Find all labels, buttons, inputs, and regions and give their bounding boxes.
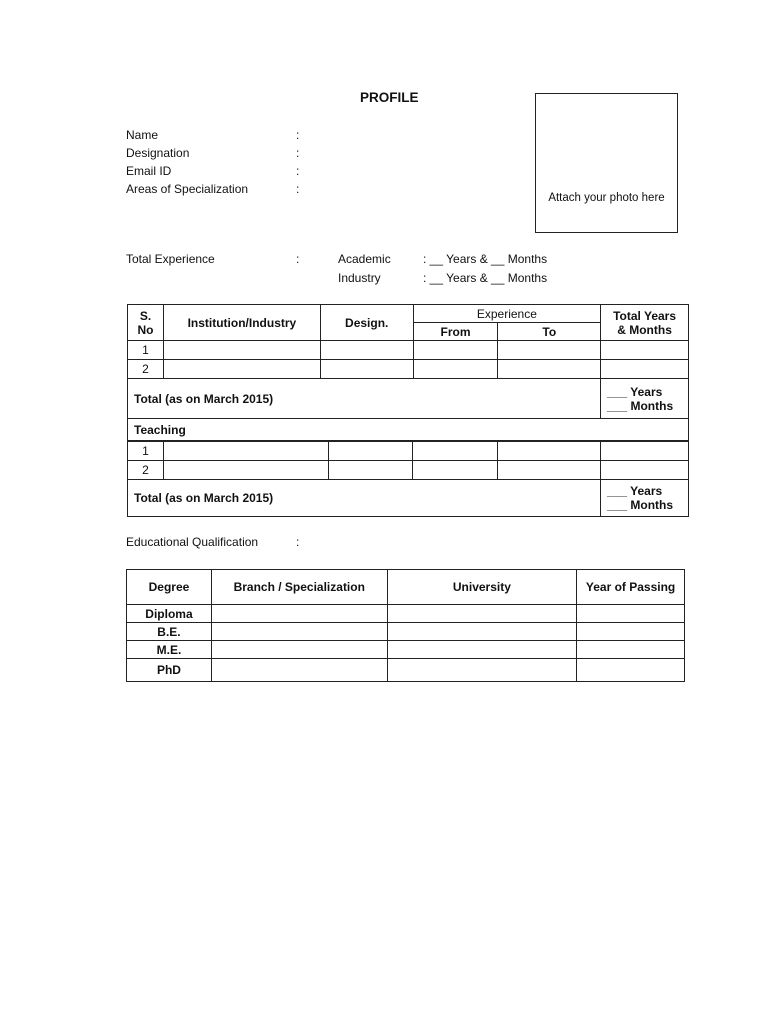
total-cell[interactable] — [601, 360, 689, 379]
table-row — [127, 605, 685, 623]
industry-value: : __ Years & __ Months — [423, 271, 548, 285]
from-cell[interactable] — [413, 461, 498, 480]
photo-caption: Attach your photo here — [548, 192, 665, 204]
to-cell[interactable] — [498, 461, 601, 480]
year-cell[interactable] — [577, 605, 685, 623]
teaching-section-label: Teaching — [128, 419, 689, 441]
institution-cell[interactable] — [163, 461, 328, 480]
total-cell[interactable] — [601, 461, 689, 480]
photo-placeholder[interactable] — [535, 93, 678, 233]
degree-cell: B.E. — [127, 623, 212, 641]
total-years-months[interactable] — [601, 480, 689, 517]
designation-cell[interactable] — [320, 341, 413, 360]
table-row — [128, 461, 689, 480]
months-placeholder: ___ Months — [607, 498, 674, 512]
university-cell[interactable] — [387, 641, 577, 659]
designation-colon: : — [296, 146, 300, 160]
university-header: University — [387, 570, 577, 605]
to-cell[interactable] — [498, 341, 601, 360]
industry-label: Industry — [338, 271, 381, 285]
academic-label: Academic — [338, 252, 391, 266]
education-colon: : — [296, 535, 300, 549]
total-row-label: Total (as on March 2015) — [128, 379, 601, 419]
branch-cell[interactable] — [211, 605, 387, 623]
university-cell[interactable] — [387, 623, 577, 641]
specialization-colon: : — [296, 182, 300, 196]
experience-table — [127, 304, 689, 441]
branch-header: Branch / Specialization — [211, 570, 387, 605]
institution-cell[interactable] — [163, 442, 328, 461]
year-cell[interactable] — [577, 623, 685, 641]
academic-value: : __ Years & __ Months — [423, 252, 548, 266]
university-cell[interactable] — [387, 605, 577, 623]
institution-cell[interactable] — [163, 360, 320, 379]
table-row — [128, 442, 689, 461]
institution-header: Institution/Industry — [163, 305, 320, 341]
name-label: Name — [126, 128, 159, 142]
total-experience-label: Total Experience — [126, 252, 215, 266]
year-header: Year of Passing — [577, 570, 685, 605]
email-colon: : — [296, 164, 300, 178]
from-cell[interactable] — [413, 442, 498, 461]
degree-header: Degree — [127, 570, 212, 605]
total-cell[interactable] — [601, 442, 689, 461]
education-label: Educational Qualification — [126, 535, 259, 549]
branch-cell[interactable] — [211, 659, 387, 682]
row-number: 2 — [128, 461, 164, 480]
designation-cell[interactable] — [328, 442, 413, 461]
year-cell[interactable] — [577, 641, 685, 659]
table-row — [127, 623, 685, 641]
degree-cell: PhD — [127, 659, 212, 682]
page-title: PROFILE — [360, 90, 419, 105]
name-colon: : — [296, 128, 300, 142]
years-placeholder: ___ Years — [607, 484, 663, 498]
row-number: 2 — [128, 360, 164, 379]
total-cell[interactable] — [601, 341, 689, 360]
years-placeholder: ___ Years — [607, 384, 663, 399]
from-cell[interactable] — [413, 360, 498, 379]
degree-cell: Diploma — [127, 605, 212, 623]
months-placeholder: ___ Months — [607, 398, 674, 413]
total-row-label: Total (as on March 2015) — [128, 480, 601, 517]
table-row — [127, 659, 685, 682]
designation-cell[interactable] — [320, 360, 413, 379]
year-cell[interactable] — [577, 659, 685, 682]
table-row — [127, 641, 685, 659]
branch-cell[interactable] — [211, 623, 387, 641]
from-cell[interactable] — [413, 341, 498, 360]
degree-cell: M.E. — [127, 641, 212, 659]
to-cell[interactable] — [498, 360, 601, 379]
experience-header: Experience — [413, 305, 600, 323]
teaching-table — [127, 441, 689, 517]
email-label: Email ID — [126, 164, 172, 178]
designation-label: Designation — [126, 146, 190, 160]
specialization-label: Areas of Specialization — [126, 182, 249, 196]
total-experience-colon: : — [296, 252, 300, 266]
institution-cell[interactable] — [163, 341, 320, 360]
university-cell[interactable] — [387, 659, 577, 682]
branch-cell[interactable] — [211, 641, 387, 659]
row-number: 1 — [128, 442, 164, 461]
designation-header: Design. — [320, 305, 413, 341]
row-number: 1 — [128, 341, 164, 360]
table-row — [128, 341, 689, 360]
to-header: To — [498, 323, 601, 341]
sno-header: S. No — [128, 305, 164, 341]
education-table — [126, 569, 685, 682]
table-row — [128, 360, 689, 379]
designation-cell[interactable] — [328, 461, 413, 480]
from-header: From — [413, 323, 498, 341]
total-years-months[interactable] — [601, 379, 689, 419]
to-cell[interactable] — [498, 442, 601, 461]
total-header: Total Years & Months — [601, 305, 689, 341]
